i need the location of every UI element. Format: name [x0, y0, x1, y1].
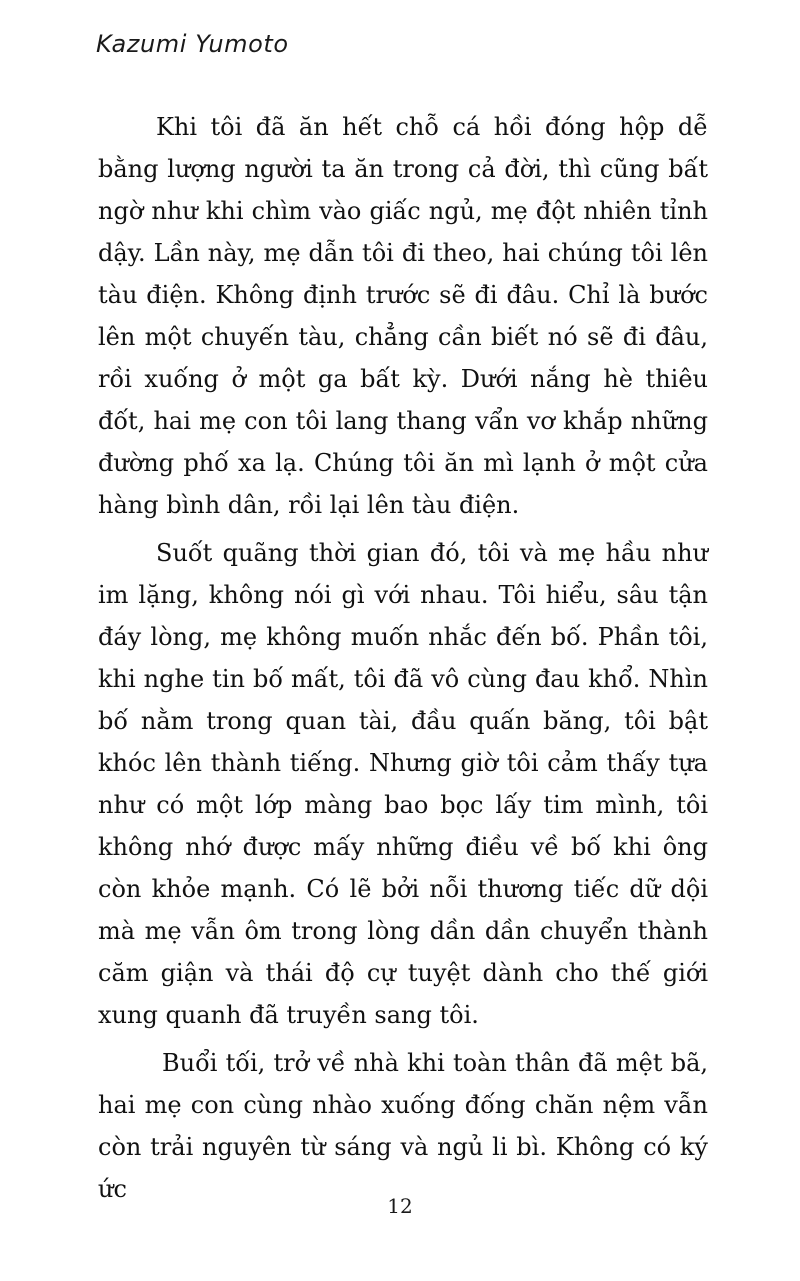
page-body — [98, 106, 708, 1216]
running-header-author: Kazumi Yumoto — [96, 30, 289, 58]
paragraph-1: Khi tôi đã ăn hết chỗ cá hồi đóng hộp dễ bằng lượng người ta ăn trong cả đời, thì cũng bất ngờ như khi chìm vào giấc ngủ, mẹ đột nhiên tỉnh dậy. Lần này, mẹ dẫn tôi đi theo, hai chúng tôi lên tàu điện. Không định trước sẽ đi đâu. Chỉ là bước lên một chuyến tàu, chẳng cần biết nó sẽ đi đâu, rồi xuống ở một ga bất kỳ. Dưới nắng hè thiêu đốt, hai mẹ con tôi lang thang vẩn vơ khắp những đường phố xa lạ. Chúng tôi ăn mì lạnh ở một cửa hàng bình dân, rồi lại lên tàu điện. — [98, 113, 708, 519]
page-number: 12 — [387, 1194, 413, 1218]
paragraph-3: Buổi tối, trở về nhà khi toàn thân đã mệt bã, hai mẹ con cùng nhào xuống đống chăn nệm vẫn còn trải nguyên từ sáng và ngủ li bì. Không có ký ức — [98, 1049, 708, 1203]
paragraph-2: Suốt quãng thời gian đó, tôi và mẹ hầu như im lặng, không nói gì với nhau. Tôi hiểu, sâu tận đáy lòng, mẹ không muốn nhắc đến bố. Phần tôi, khi nghe tin bố mất, tôi đã vô cùng đau khổ. Nhìn bố nằm trong quan tài, đầu quấn băng, tôi bật khóc lên thành tiếng. Nhưng giờ tôi cảm thấy tựa như có một lớp màng bao bọc lấy tim mình, tôi không nhớ được mấy những điều về bố khi ông còn khỏe mạnh. Có lẽ bởi nỗi thương tiếc dữ dội mà mẹ vẫn ôm trong lòng dần dần chuyển thành căm giận và thái độ cự tuyệt dành cho thế giới xung quanh đã truyền sang tôi. — [98, 539, 708, 1029]
